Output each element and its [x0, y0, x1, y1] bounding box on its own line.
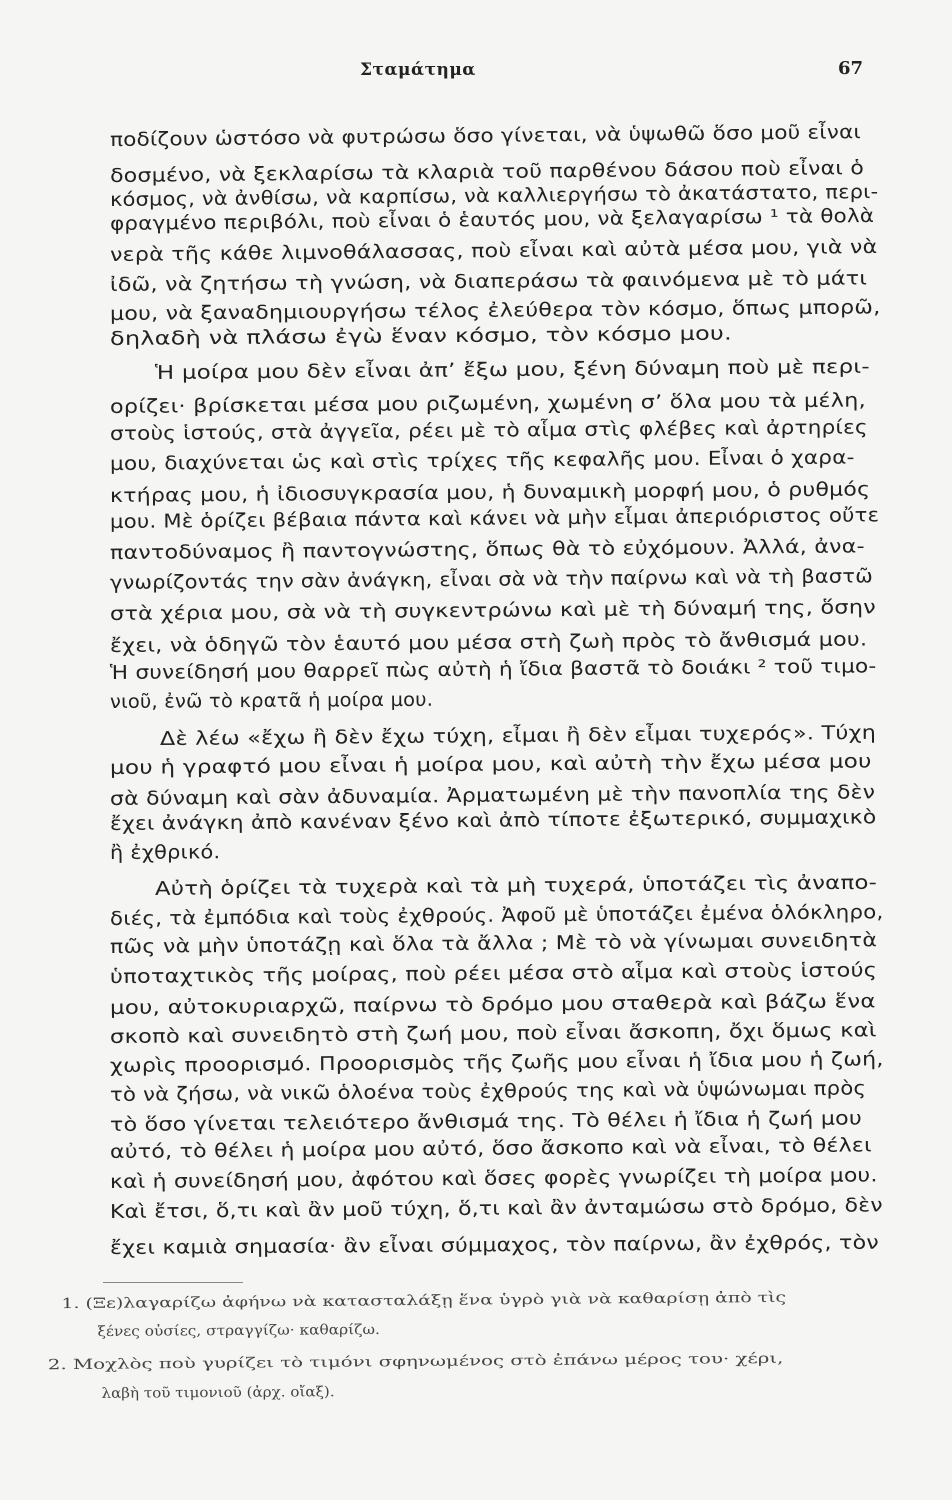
body-text-line: σκοπὸ καὶ συνειδητὸ στὴ ζωή μου, ποὺ εἶναι ἄσκοπη, ὄχι ὅμως καὶ	[109, 1019, 877, 1048]
body-text-line: μου, αὐτοκυριαρχῶ, παίρνω τὸ δρόμο μου σταθερὰ καὶ βάζω ἕνα	[109, 990, 876, 1019]
body-text-line: καὶ ἡ συνείδησή μου, ἀφότου καὶ ὅσες φορὲς γνωρίζει τὴ μοίρα μου.	[109, 1164, 878, 1193]
body-text-line: πῶς νὰ μὴν ὑποτάζῃ καὶ ὅλα τὰ ἄλλα ; Μὲ τὸ νὰ γίνωμαι συνειδητὰ	[109, 929, 878, 958]
body-text-line: γνωρίζοντάς την σὰν ἀνάγκη, εἶναι σὰ νὰ τὴν παίρνω καὶ νὰ τὴ βαστῶ	[109, 565, 873, 594]
body-text-line: ποδίζουν ὡστόσο νὰ φυτρώσω ὅσο γίνεται, νὰ ὑψωθῶ ὅσο μοῦ εἶναι	[109, 121, 862, 151]
footnote-separator	[103, 1282, 243, 1283]
body-text-line: στὰ χέρια μου, σὰ νὰ τὴ συγκεντρώνω καὶ μὲ τὴ δύναμή της, ὅσην	[109, 596, 877, 625]
body-text-line: χωρὶς προορισμό. Προορισμὸς τῆς ζωῆς μου εἶναι ἡ ἴδια μου ἡ ζωή,	[109, 1048, 884, 1077]
body-text-line: ορίζει· βρίσκεται μέσα μου ριζωμένη, χωμένη σ’ ὅλα μου τὰ μέλη,	[109, 389, 866, 418]
body-text-line: αὐτό, τὸ θέλει ἡ μοίρα μου αὐτό, ὅσο ἄσκοπο καὶ νὰ εἶναι, τὸ θέλει	[109, 1134, 872, 1163]
body-text-line: φραγμένο περιβόλι, ποὺ εἶναι ὁ ἑαυτός μου, νὰ ξελαγαρίσω ¹ τὰ θολὰ	[109, 204, 875, 235]
body-text-line: σὰ δύναμη καὶ σὰν ἀδυναμία. Ἀρματωμένη μὲ τὴν πανοπλία της δὲν	[109, 781, 876, 810]
body-text-line: στοὺς ἱστούς, στὰ ἀγγεῖα, ρέει μὲ τὸ αἷμα στὶς φλέβες καὶ ἀρτηρίες	[109, 416, 868, 445]
body-text-line: ἢ ἐχθρικό.	[109, 841, 221, 864]
body-text-line: κόσμος, νὰ ἀνθίσω, νὰ καρπίσω, νὰ καλλιεργήσω τὸ ἀκατάστατο, περι-	[109, 180, 879, 211]
body-text-line: Ἡ συνείδησή μου θαρρεῖ πὼς αὐτὴ ἡ ἴδια βαστᾶ τὸ δοιάκι ² τοῦ τιμο-	[109, 655, 877, 684]
running-head-title: Σταμάτημα	[360, 60, 476, 80]
body-text-line: μου. Μὲ ὁρίζει βέβαια πάντα καὶ κάνει νὰ μὴν εἶμαι ἀπεριόριστος οὔτε	[109, 504, 880, 533]
footnote-line: λαβὴ τοῦ τιμονιοῦ (ἀρχ. οἴαξ).	[101, 1384, 335, 1402]
body-text-line: νερὰ τῆς κάθε λιμνοθάλασσας, ποὺ εἶναι καὶ αὐτὰ μέσα μου, γιὰ νὰ	[109, 235, 878, 266]
body-text-line: μου ἡ γραφτό μου εἶναι ἡ μοίρα μου, καὶ αὐτὴ τὴν ἔχω μέσα μου	[109, 750, 872, 779]
body-text-line: νιοῦ, ἐνῶ τὸ κρατᾶ ἡ μοίρα μου.	[109, 688, 434, 713]
body-text-line: Καὶ ἔτσι, ὅ,τι καὶ ἂν μοῦ τύχη, ὅ,τι καὶ ἂν ἀνταμώσω στὸ δρόμο, δὲν	[109, 1194, 883, 1223]
body-text-line: ἔχει ἀνάγκη ἀπὸ κανέναν ξένο καὶ ἀπὸ τίποτε ἐξωτερικό, συμμαχικὸ	[109, 806, 877, 835]
body-text-line: μου, νὰ ξαναδημιουργήσω τέλος ἐλεύθερα τὸν κόσμο, ὅπως μπορῶ,	[109, 296, 881, 325]
body-text-line: παντοδύναμος ἢ παντογνώστης, ὅπως θὰ τὸ εὐχόμουν. Ἀλλά, ἀνα-	[109, 535, 865, 564]
body-text-line: ἔχει, νὰ ὁδηγῶ τὸν ἑαυτό μου μέσα στὴ ζωὴ πρὸς τὸ ἄνθισμά μου.	[109, 628, 868, 657]
footnote-line: ξένες οὐσίες, στραγγίζω· καθαρίζω.	[97, 1322, 380, 1340]
body-text-line: ἔχει καμιὰ σημασία· ἂν εἶναι σύμμαχος, τὸν παίρνω, ἂν ἐχθρός, τὸν	[109, 1231, 879, 1259]
body-text-line: Αὐτὴ ὁρίζει τὰ τυχερὰ καὶ τὰ μὴ τυχερά, ὑποτάζει τὶς ἀναπο-	[154, 871, 878, 900]
body-text-line: κτήρας μου, ἡ ἰδιοσυγκρασία μου, ἡ δυναμικὴ μορφή μου, ὁ ρυθμός	[109, 478, 871, 507]
body-text-line: δοσμένο, νὰ ξεκλαρίσω τὰ κλαριὰ τοῦ παρθένου δάσου ποὺ εἶναι ὁ	[109, 157, 865, 187]
body-text-line: μου, διαχύνεται ὡς καὶ στὶς τρίχες τῆς κεφαλῆς μου. Εἶναι ὁ χαρα-	[109, 446, 855, 475]
page-number: 67	[838, 58, 864, 79]
body-text-line: τὸ νὰ ζήσω, νὰ νικῶ ὁλοένα τοὺς ἐχθρούς της καὶ νὰ ὑψώνωμαι πρὸς	[109, 1077, 867, 1106]
body-text-line: ἰδῶ, νὰ ζητήσω τὴ γνώση, νὰ διαπεράσω τὰ φαινόμενα μὲ τὸ μάτι	[109, 267, 868, 296]
footnote-line: 1. (Ξε)λαγαρίζω ἀφήνω νὰ κατασταλάξῃ ἕνα ὑγρὸ γιὰ νὰ καθαρίσῃ ἀπὸ τὶς	[61, 1289, 787, 1313]
body-text-line: δηλαδὴ νὰ πλάσω ἐγὼ ἕναν κόσμο, τὸν κόσμο μου.	[109, 322, 732, 350]
body-text-line: διές, τὰ ἐμπόδια καὶ τοὺς ἐχθρούς. Ἀφοῦ μὲ ὑποτάζει ἐμένα ὁλόκληρο,	[109, 901, 884, 930]
body-text-line: τὸ ὅσο γίνεται τελειότερο ἄνθισμά της. Τὸ θέλει ἡ ἴδια ἡ ζωή μου	[109, 1107, 863, 1136]
body-text-line: Ἡ μοίρα μου δὲν εἶναι ἀπ’ ἔξω μου, ξένη δύναμη ποὺ μὲ περι-	[154, 355, 870, 384]
body-text-line: Δὲ λέω «ἔχω ἢ δὲν ἔχω τύχη, εἶμαι ἢ δὲν εἶμαι τυχερός». Τύχη	[159, 721, 877, 750]
footnote-line: 2. Μοχλὸς ποὺ γυρίζει τὸ τιμόνι σφηνωμένος στὸ ἐπάνω μέρος του· χέρι,	[47, 1350, 784, 1374]
body-text-line: ὑποταχτικὸς τῆς μοίρας, ποὺ ρέει μέσα στὸ αἷμα καὶ στοὺς ἱστούς	[109, 959, 878, 988]
